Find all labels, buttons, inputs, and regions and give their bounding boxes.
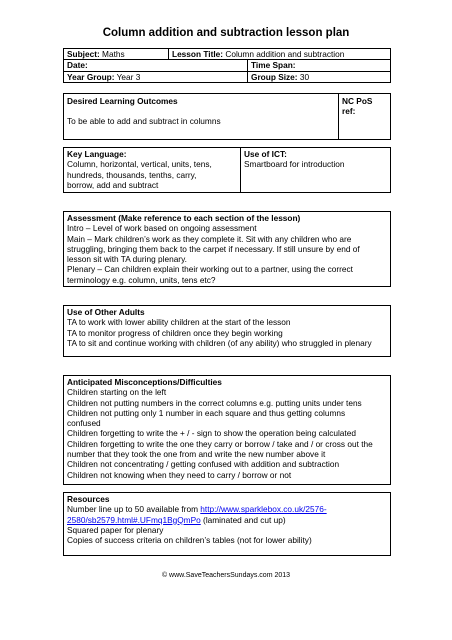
- group-size-value: 30: [299, 71, 310, 82]
- assessment-heading: Assessment (Make reference to each section of the lesson): [67, 213, 301, 223]
- group-size-cell: [248, 71, 391, 82]
- resources-line-suffix: (laminated and cut up): [200, 514, 286, 525]
- assessment-line: lesson sit with TA during plenary.: [67, 254, 187, 265]
- ncpos-cell: [339, 94, 391, 140]
- outcomes-text: To be able to add and subtract in columns: [67, 116, 221, 127]
- sparklebox-link[interactable]: http://www.sparklebox.co.uk/2576-: [200, 504, 327, 515]
- ncpos-label: NC PoS ref:: [342, 96, 373, 117]
- year-group-value: Year 3: [116, 71, 141, 82]
- sparklebox-link-continued[interactable]: 2580/sb2579.html#.UFmq1BgQmPo: [67, 514, 201, 525]
- time-span-cell: [248, 60, 391, 71]
- resources-line: [67, 515, 387, 525]
- key-language-heading: Key Language:: [67, 149, 127, 159]
- resources-heading: Resources: [67, 494, 110, 504]
- year-group-label: Year Group:: [67, 71, 115, 82]
- other-adults-box: [63, 305, 391, 357]
- page-title: Column addition and subtraction lesson plan: [102, 27, 350, 39]
- copyright-footer: © www.SaveTeachersSundays.com 2013: [161, 572, 291, 579]
- year-group-cell: [64, 71, 248, 82]
- misconception-line: Children starting on the left: [67, 387, 167, 398]
- key-language-line: hundreds, thousands, tenths, carry,: [67, 169, 197, 180]
- misconceptions-heading: Anticipated Misconceptions/Difficulties: [67, 377, 222, 387]
- key-language-line: borrow, add and subtract: [67, 179, 159, 190]
- lesson-title-label: Lesson Title:: [172, 49, 224, 59]
- resources-box: [63, 492, 391, 556]
- assessment-box: [63, 211, 391, 287]
- resources-line: [67, 504, 387, 514]
- lesson-title-value: Column addition and subtraction: [225, 49, 345, 59]
- other-adults-line: TA to work with lower ability children at the start of the lesson: [67, 317, 291, 328]
- resources-line: Squared paper for plenary: [67, 524, 164, 535]
- outcomes-table: [63, 93, 391, 140]
- assessment-line: Main – Mark children’s work as they complete it. Sit with any children who are: [67, 233, 352, 244]
- other-adults-line: TA to monitor progress of children once they begin working: [67, 327, 283, 338]
- misconceptions-box: [63, 375, 391, 485]
- misconception-line: number that they took the one from and write the new number above it: [67, 449, 326, 460]
- date-cell: [64, 60, 248, 71]
- time-span-label: Time Span:: [251, 60, 296, 71]
- misconception-line: Children not concentrating / getting confused with addition and subtraction: [67, 459, 340, 470]
- key-language-cell: [64, 148, 241, 193]
- misconception-line: Children not putting only 1 number in each square and thus getting columns: [67, 407, 346, 418]
- misconception-line: Children not knowing when they need to carry / borrow or not: [67, 469, 292, 480]
- group-size-label: Group Size:: [251, 71, 298, 82]
- subject-cell: [64, 49, 169, 60]
- assessment-line: Plenary – Can children explain their working out to a partner, using the correct: [67, 264, 353, 275]
- key-language-line: Column, horizontal, vertical, units, tens,: [67, 159, 212, 170]
- date-label: Date:: [67, 60, 88, 71]
- misconception-line: confused: [67, 418, 101, 429]
- resources-line-prefix: Number line up to 50 available from: [67, 504, 201, 515]
- misconception-line: Children forgetting to write the one they carry or borrow / take and / or cross out the: [67, 438, 373, 449]
- assessment-line: struggling, bringing them back to the carpet if necessary. If still unsure by end of: [67, 243, 360, 254]
- ict-heading: Use of ICT:: [244, 149, 287, 159]
- assessment-line: Intro – Level of work based on ongoing assessment: [67, 223, 257, 234]
- assessment-line: terminology e.g. column, units, tens etc?: [67, 274, 216, 285]
- other-adults-line: TA to sit and continue working with children (of any ability) who struggled in plenary: [67, 337, 372, 348]
- ict-text: Smartboard for introduction: [244, 159, 345, 170]
- misconception-line: Children forgetting to write the + / - sign to show the operation being calculated: [67, 428, 356, 439]
- other-adults-heading: Use of Other Adults: [67, 307, 145, 317]
- outcomes-heading: Desired Learning Outcomes: [67, 96, 178, 106]
- lesson-title-cell: [169, 49, 391, 60]
- outcomes-cell: [64, 94, 339, 140]
- resources-line: Copies of success criteria on children’s tables (not for lower ability): [67, 535, 312, 546]
- lesson-header-table: [63, 48, 391, 83]
- key-language-table: [63, 147, 391, 193]
- subject-value: Maths: [102, 49, 125, 59]
- misconception-line: Children not putting numbers in the correct columns e.g. putting units under tens: [67, 397, 362, 408]
- ict-cell: [241, 148, 391, 193]
- subject-label: Subject:: [67, 49, 100, 59]
